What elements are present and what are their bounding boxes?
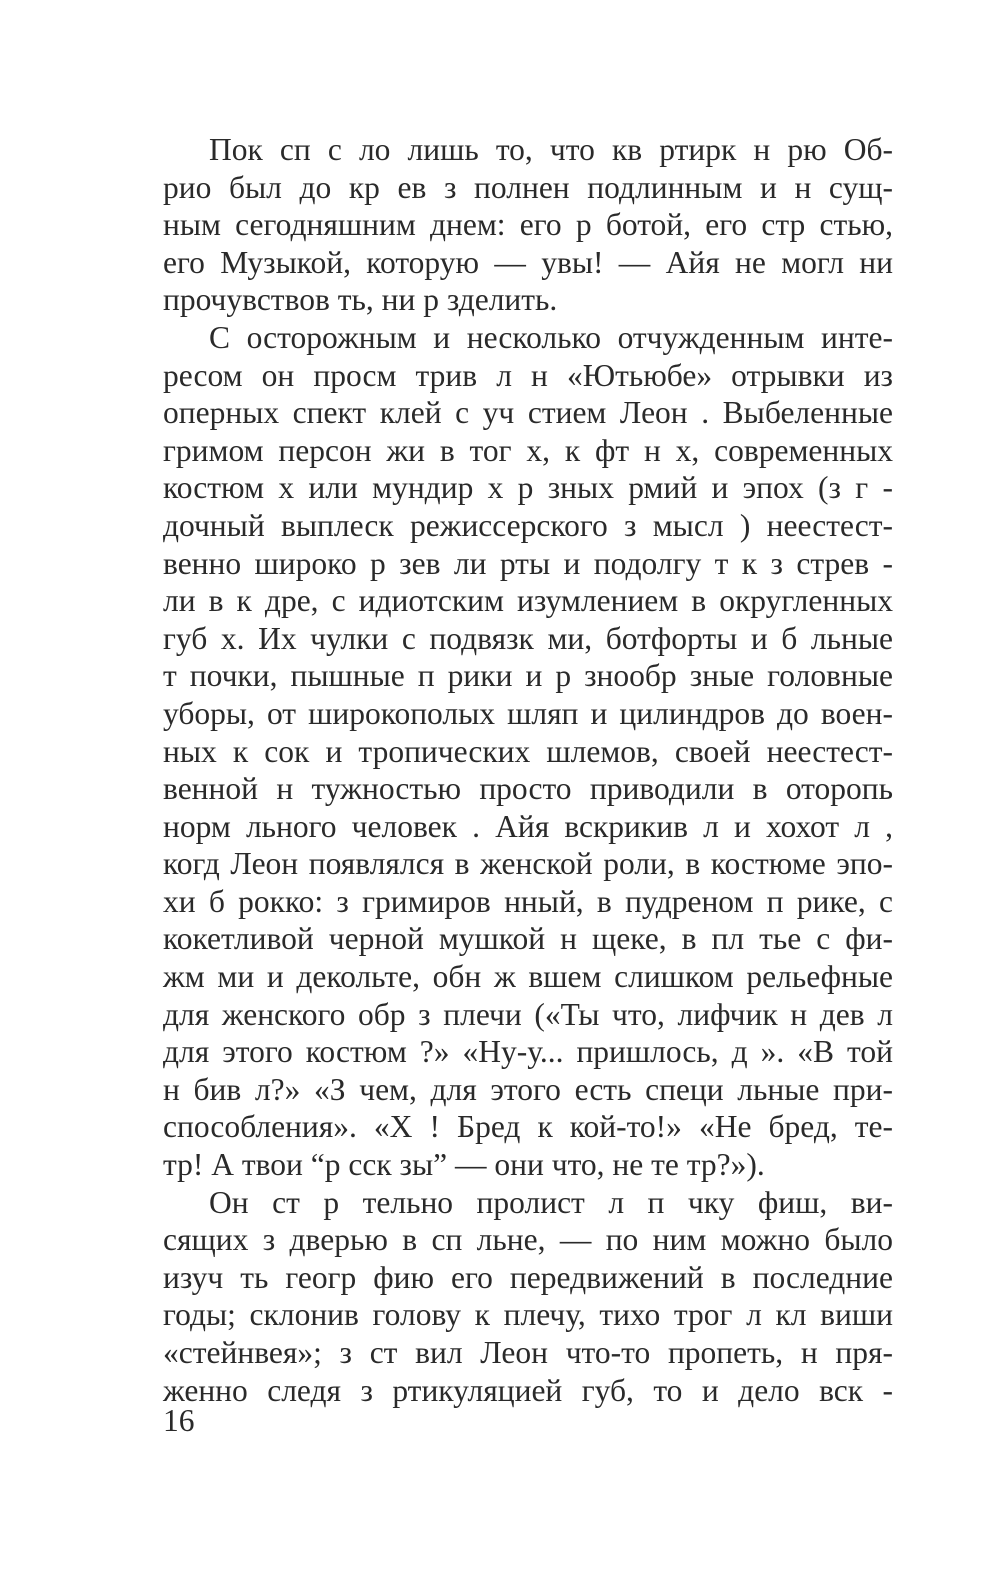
text-line: С осторожным и несколько отчужденным инте- — [209, 319, 893, 355]
text-line: губ х. Их чулки с подвязк ми, ботфорты и б льные — [163, 620, 893, 656]
text-line: сящих з дверью в сп льне, — по ним можно было — [163, 1222, 893, 1258]
text-line: гримом персон жи в тог х, к фт н х, современных — [163, 432, 893, 468]
body-text — [163, 131, 893, 1409]
text-line: кокетливой черной мушкой н щеке, в пл тье с фи- — [163, 921, 893, 957]
text-line: «стейнвея»; з ст вил Леон что-то пропеть, н пря- — [163, 1335, 893, 1370]
text-line: хи б рокко: з гримиров нный, в пудреном п рике, с — [163, 883, 893, 919]
text-line: женно следя з ртикуляцией губ, то и дело вск - — [163, 1372, 893, 1408]
text-line: жм ми и декольте, обн ж вшем слишком рельефные — [163, 959, 893, 995]
text-line: костюм х или мундир х р зных рмий и эпох (з г - — [163, 470, 893, 506]
text-line: оперных спект клей с уч стием Леон . Выбеленные — [163, 395, 893, 431]
text-line: Он ст р тельно пролист л п чку фиш, ви- — [209, 1184, 893, 1220]
paragraph-3 — [163, 1184, 893, 1410]
text-line: прочувствов ть, ни р зделить. — [163, 282, 558, 318]
text-line: для женского обр з плечи («Ты что, лифчик н дев л — [163, 996, 893, 1032]
text-line: дочный выплеск режиссерского з мысл ) неестест- — [163, 507, 893, 543]
text-line: уборы, от широкополых шляп и цилиндров до воен- — [163, 695, 893, 731]
text-line: ресом он просм трив л н «Ютьюбе» отрывки из — [163, 357, 893, 393]
text-line: венно широко р зев ли рты и подолгу т к з стрев - — [163, 545, 893, 581]
text-line: т почки, пышные п рики и р знообр зные головные — [163, 658, 893, 694]
text-line: его Музыкой, которую — увы! — Айя не могл ни — [163, 244, 893, 280]
text-line: Пок сп с ло лишь то, что кв ртирк н рю Об- — [209, 132, 893, 167]
text-line: ным сегодняшним днем: его р ботой, его стр стью, — [163, 207, 893, 243]
text-line: рио был до кр ев з полнен подлинным и н сущ- — [163, 169, 893, 205]
text-line: ли в к дре, с идиотским изумлением в округленных — [163, 583, 893, 619]
text-line: изуч ть геогр фию его передвижений в последние — [163, 1259, 893, 1295]
text-line: н бив л?» «З чем, для этого есть специ льные при- — [163, 1071, 893, 1107]
paragraph-1 — [163, 131, 893, 319]
text-line: когд Леон появлялся в женской роли, в костюме эпо- — [163, 846, 893, 882]
text-line: норм льного человек . Айя вскрикив л и хохот л , — [163, 808, 893, 844]
text-line: ных к сок и тропических шлемов, своей неестест- — [163, 733, 893, 769]
paragraph-2 — [163, 319, 893, 1184]
text-line: годы; склонив голову к плечу, тихо трог л кл виши — [163, 1297, 893, 1333]
text-line: способления». «Х ! Бред к кой-то!» «Не бред, те- — [163, 1109, 893, 1145]
text-line: для этого костюм ?» «Ну-у... пришлось, д ». «В той — [163, 1034, 893, 1070]
page-number: 16 — [163, 1403, 195, 1438]
text-line: тр! А твои “р сск зы” — они что, не те тр?»). — [163, 1147, 765, 1183]
text-line: венной н тужностью просто приводили в оторопь — [163, 771, 893, 807]
